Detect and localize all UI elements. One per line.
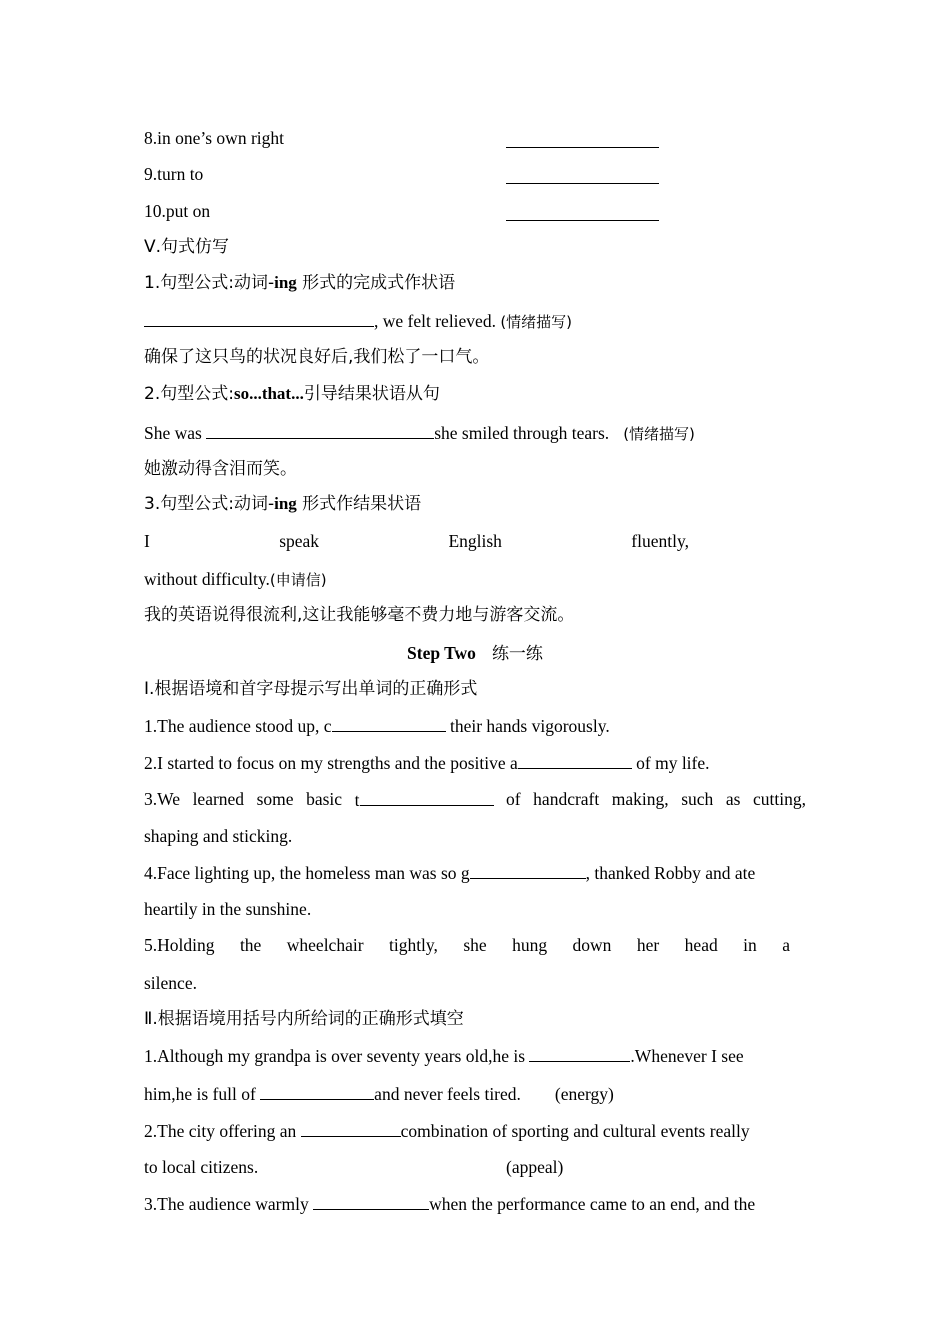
question-line: 3.The audience warmly when the performance came to an end, and the <box>144 1194 756 1214</box>
section-heading: Ⅱ.根据语境用括号内所给词的正确形式填空 <box>144 1009 464 1029</box>
answer-blank[interactable] <box>206 421 434 439</box>
question-line: 4.Face lighting up, the homeless man was so g , thanked Robby and ate <box>144 863 756 883</box>
question-line: 3.We learned some basic t of handcraft making, such as cutting, <box>144 789 806 810</box>
question-line: shaping and sticking. <box>144 826 293 846</box>
sentence-line: I speak English fluently, <box>144 531 689 551</box>
phrase-item: 10.put on <box>144 201 211 221</box>
answer-blank[interactable] <box>518 751 632 769</box>
question-line: 2.The city offering an combination of sporting and cultural events really <box>144 1121 750 1141</box>
answer-blank[interactable] <box>260 1082 374 1100</box>
answer-blank[interactable] <box>301 1119 401 1137</box>
chinese-translation: 她激动得含泪而笑。 <box>144 459 297 479</box>
answer-blank[interactable] <box>506 219 659 221</box>
question-line: 1.Although my grandpa is over seventy years old,he is .Whenever I see <box>144 1046 744 1066</box>
answer-blank[interactable] <box>529 1044 630 1062</box>
section-heading: Ⅴ.句式仿写 <box>144 237 230 257</box>
answer-blank[interactable] <box>313 1192 429 1210</box>
formula-line: 1.句型公式:动词-ing 形式的完成式作状语 <box>144 273 456 293</box>
question-line: to local citizens. (appeal) <box>144 1157 564 1177</box>
question-line: silence. <box>144 973 197 993</box>
sentence-line: without difficulty.(申请信) <box>144 569 327 589</box>
sentence-line: , we felt relieved. (情绪描写) <box>144 309 806 333</box>
section-heading: Ⅰ.根据语境和首字母提示写出单词的正确形式 <box>144 679 478 699</box>
answer-blank[interactable] <box>506 146 659 148</box>
phrase-item: 8.in one’s own right <box>144 128 284 148</box>
formula-line: 3.句型公式:动词-ing 形式作结果状语 <box>144 494 422 514</box>
answer-blank[interactable] <box>506 182 659 184</box>
chinese-translation: 我的英语说得很流利,这让我能够毫不费力地与游客交流。 <box>144 605 575 625</box>
question-line: him,he is full of and never feels tired. (energy) <box>144 1084 614 1104</box>
question-line: 2.I started to focus on my strengths and the positive a of my life. <box>144 753 710 773</box>
step-title: Step Two 练一练 <box>407 643 543 664</box>
question-line: 5.Holding the wheelchair tightly, she hung down her head in a <box>144 935 790 955</box>
chinese-translation: 确保了这只鸟的状况良好后,我们松了一口气。 <box>144 347 490 367</box>
formula-line: 2.句型公式:so...that...引导结果状语从句 <box>144 384 440 404</box>
answer-blank[interactable] <box>470 861 586 879</box>
question-line: heartily in the sunshine. <box>144 899 312 919</box>
phrase-item: 9.turn to <box>144 164 204 184</box>
answer-blank[interactable] <box>360 788 494 806</box>
question-line: 1.The audience stood up, c their hands vigorously. <box>144 716 610 736</box>
sentence-line: She was she smiled through tears. (情绪描写) <box>144 423 695 443</box>
answer-blank[interactable] <box>332 714 446 732</box>
answer-blank[interactable] <box>144 309 374 327</box>
